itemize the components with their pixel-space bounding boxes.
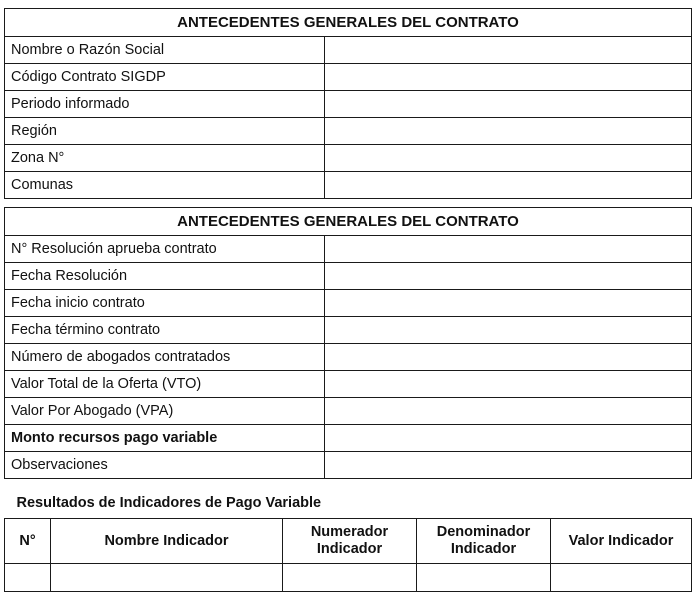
section-1-title: ANTECEDENTES GENERALES DEL CONTRATO	[5, 9, 692, 37]
value-cell-zona[interactable]	[325, 145, 692, 172]
cell-number[interactable]	[5, 564, 51, 592]
row-label-fecha-resolucion: Fecha Resolución	[5, 263, 325, 290]
row-label-observaciones: Observaciones	[5, 452, 325, 479]
value-cell-observaciones[interactable]	[325, 452, 692, 479]
value-cell-vpa[interactable]	[325, 398, 692, 425]
row-label-resolucion: N° Resolución aprueba contrato	[5, 236, 325, 263]
col-header-denominador	[417, 519, 551, 564]
row-label-fecha-inicio: Fecha inicio contrato	[5, 290, 325, 317]
value-cell-fecha-termino[interactable]	[325, 317, 692, 344]
row-label-comunas: Comunas	[5, 172, 325, 199]
value-cell-fecha-inicio[interactable]	[325, 290, 692, 317]
value-cell-fecha-resolucion[interactable]	[325, 263, 692, 290]
cell-denominador[interactable]	[417, 564, 551, 592]
row-label-periodo: Periodo informado	[5, 91, 325, 118]
row-label-abogados: Número de abogados contratados	[5, 344, 325, 371]
col-header-numerador	[283, 519, 417, 564]
value-cell-monto-variable[interactable]	[325, 425, 692, 452]
col-header-number: N°	[5, 519, 51, 564]
general-info-table-2	[4, 207, 692, 479]
row-label-region: Región	[5, 118, 325, 145]
section-2-title: ANTECEDENTES GENERALES DEL CONTRATO	[5, 208, 692, 236]
value-cell-vto[interactable]	[325, 371, 692, 398]
cell-nombre[interactable]	[51, 564, 283, 592]
row-label-codigo: Código Contrato SIGDP	[5, 64, 325, 91]
row-label-zona: Zona N°	[5, 145, 325, 172]
indicators-table	[4, 488, 692, 592]
value-cell-comunas[interactable]	[325, 172, 692, 199]
value-cell-region[interactable]	[325, 118, 692, 145]
value-cell-nombre[interactable]	[325, 37, 692, 64]
cell-numerador[interactable]	[283, 564, 417, 592]
col-header-nombre: Nombre Indicador	[51, 519, 283, 564]
row-label-vto: Valor Total de la Oferta (VTO)	[5, 371, 325, 398]
col-header-denominador-text: Denominador Indicador	[436, 524, 531, 557]
section-3-title: Resultados de Indicadores de Pago Variable	[5, 488, 692, 519]
row-label-fecha-termino: Fecha término contrato	[5, 317, 325, 344]
value-cell-codigo[interactable]	[325, 64, 692, 91]
value-cell-abogados[interactable]	[325, 344, 692, 371]
row-label-vpa: Valor Por Abogado (VPA)	[5, 398, 325, 425]
col-header-valor: Valor Indicador	[551, 519, 692, 564]
general-info-table-1	[4, 8, 692, 199]
value-cell-periodo[interactable]	[325, 91, 692, 118]
value-cell-resolucion[interactable]	[325, 236, 692, 263]
row-label-monto-variable: Monto recursos pago variable	[5, 425, 325, 452]
col-header-numerador-text: Numerador Indicador	[310, 524, 389, 557]
cell-valor[interactable]	[551, 564, 692, 592]
row-label-nombre: Nombre o Razón Social	[5, 37, 325, 64]
